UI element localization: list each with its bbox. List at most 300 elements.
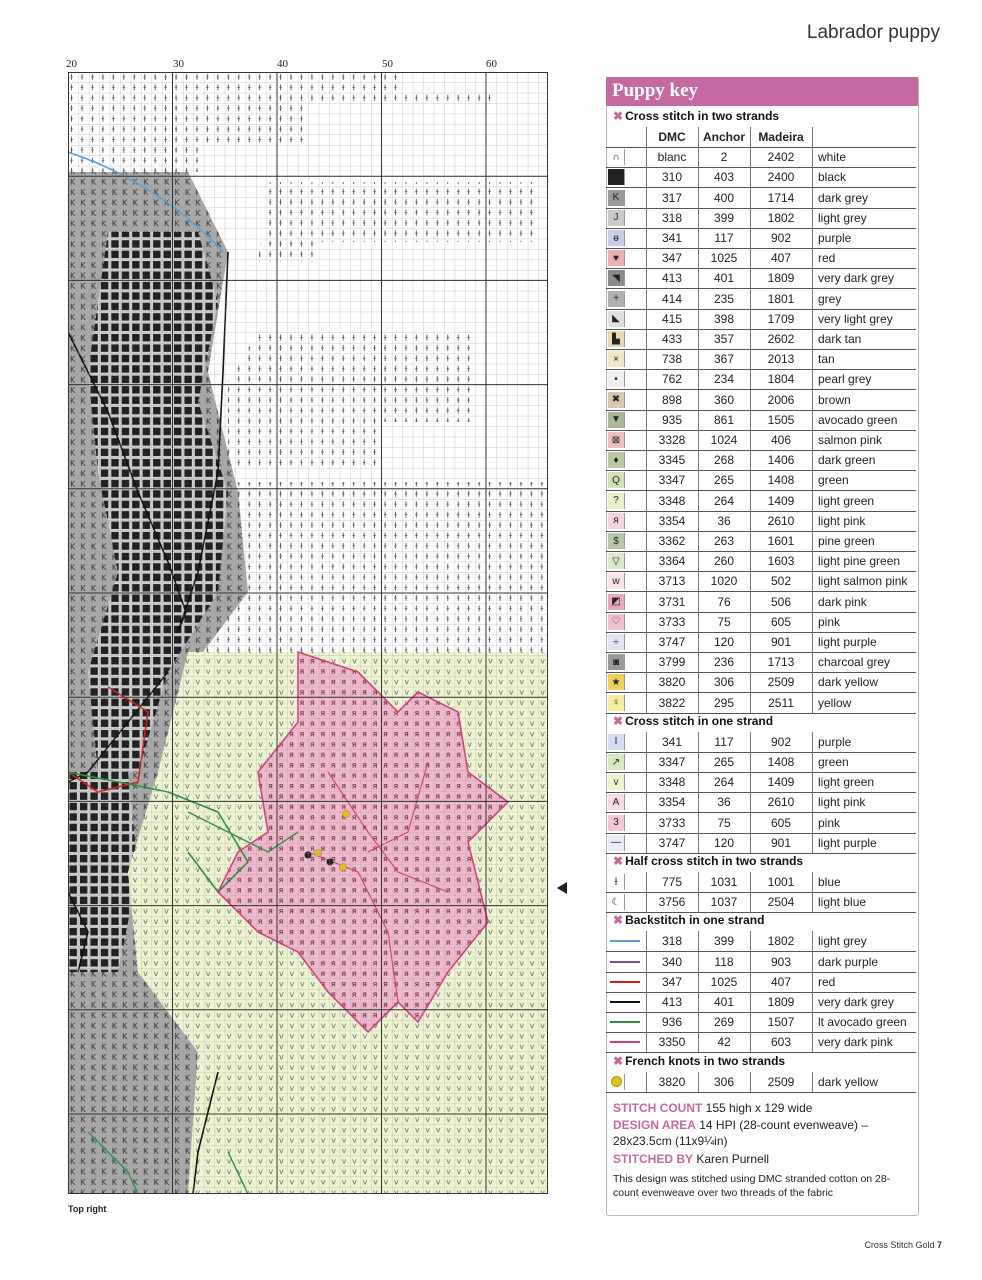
key-madeira: 1801	[767, 291, 795, 306]
key-row	[606, 147, 916, 168]
key-madeira: 2400	[767, 170, 795, 185]
key-section-label: Cross stitch in two strands	[625, 109, 780, 123]
key-colour-name: charcoal grey	[818, 655, 891, 670]
key-colour-name: light pink	[818, 513, 866, 528]
key-dmc: 3354	[658, 513, 686, 528]
key-dmc: 340	[661, 954, 683, 969]
key-madeira: 1001	[767, 875, 795, 889]
key-row	[606, 531, 916, 552]
cross-icon: ✖	[613, 109, 624, 123]
key-anchor: 399	[713, 934, 735, 949]
stitch-symbol-icon: ■	[608, 169, 625, 185]
key-anchor: 1031	[710, 875, 738, 889]
footer-page-number: 7	[936, 1240, 942, 1250]
stitched-by-value: Karen Purnell	[696, 1152, 770, 1166]
key-anchor: 269	[713, 1015, 735, 1030]
key-madeira: 2402	[767, 150, 795, 165]
footer-publication: Cross Stitch Gold	[864, 1240, 935, 1250]
key-colour-name: light green	[818, 493, 875, 508]
key-row	[606, 792, 916, 813]
key-dmc: 3348	[658, 493, 686, 508]
key-anchor: 1025	[710, 974, 738, 989]
axis-label: 40	[277, 58, 288, 70]
key-anchor: 42	[717, 1035, 731, 1050]
key-row	[606, 491, 916, 512]
key-colour-name: dark tan	[818, 332, 862, 346]
stitch-symbol-icon: ∩	[608, 149, 625, 165]
key-row	[606, 833, 916, 854]
key-section-title	[613, 1054, 785, 1068]
key-anchor: 117	[714, 231, 734, 245]
stitch-symbol-icon: ♦	[608, 452, 625, 468]
stitch-count	[613, 1101, 812, 1115]
key-anchor: 236	[713, 655, 735, 670]
axis-label: 60	[486, 58, 497, 70]
key-dmc: 3747	[658, 835, 686, 850]
design-area-value: 14 HPI (28-count evenweave) –	[699, 1118, 869, 1132]
key-anchor: 260	[713, 554, 735, 569]
key-anchor: 75	[717, 815, 731, 830]
stitch-symbol-icon: w	[608, 573, 625, 589]
key-anchor: 401	[713, 271, 735, 286]
stitch-symbol-icon: J	[608, 210, 625, 226]
stitch-symbol-icon: ×	[608, 351, 625, 367]
key-dmc: 3362	[658, 534, 686, 548]
key-madeira: 1802	[767, 934, 795, 949]
key-anchor: 264	[713, 775, 735, 790]
key-row	[606, 450, 916, 471]
key-column-header: Madeira	[758, 130, 804, 144]
key-colour-name: blue	[818, 875, 841, 889]
key-anchor: 399	[713, 210, 735, 225]
stitch-symbol-icon: ♥	[608, 250, 625, 266]
key-dmc: 310	[661, 170, 683, 185]
stitch-symbol-icon: ▽	[608, 553, 625, 569]
stitch-symbol-icon: ★	[608, 674, 625, 690]
key-row	[606, 470, 916, 491]
key-dmc: blanc	[657, 150, 687, 165]
stitch-symbol-icon: ɵ	[608, 230, 625, 246]
key-row	[606, 752, 916, 773]
key-madeira: 1601	[767, 534, 795, 548]
key-section-label: Half cross stitch in two strands	[625, 854, 804, 868]
key-row	[606, 268, 916, 289]
key-colour-name: brown	[818, 392, 851, 407]
key-colour-name: dark green	[818, 453, 876, 468]
key-dmc: 341	[661, 231, 683, 245]
key-row	[606, 228, 916, 249]
key-column-headers	[606, 127, 916, 148]
key-dmc: 3820	[658, 675, 686, 690]
key-dmc: 936	[661, 1015, 683, 1030]
key-dmc: 3799	[658, 655, 686, 670]
key-colour-name: very dark grey	[818, 271, 895, 286]
key-row	[606, 390, 916, 411]
key-row	[606, 672, 916, 693]
key-colour-name: green	[818, 755, 849, 769]
stitched-by	[613, 1152, 769, 1166]
key-dmc: 414	[661, 291, 683, 306]
key-colour-name: salmon pink	[818, 433, 883, 447]
key-madeira: 2509	[767, 675, 795, 690]
key-madeira: 1408	[767, 755, 795, 769]
design-area	[613, 1118, 868, 1132]
key-dmc: 935	[661, 412, 683, 427]
stitch-symbol-icon: Q	[608, 472, 625, 488]
key-colour-name: yellow	[818, 695, 852, 710]
key-anchor: 265	[713, 473, 735, 488]
key-anchor: 400	[713, 190, 735, 205]
stitch-symbol-icon: $	[608, 533, 625, 549]
key-row	[606, 612, 916, 633]
key-colour-name: red	[818, 251, 836, 266]
key-anchor: 263	[713, 534, 735, 548]
key-colour-name: dark purple	[818, 954, 879, 969]
key-colour-name: avocado green	[818, 412, 898, 427]
key-colour-name: light green	[818, 775, 875, 790]
key-row	[606, 992, 916, 1013]
key-dmc: 3733	[658, 614, 686, 629]
key-dmc: 3350	[658, 1035, 686, 1050]
key-dmc: 413	[661, 995, 683, 1009]
key-madeira: 407	[770, 251, 792, 266]
stitch-symbol-icon: ◣	[608, 311, 625, 327]
key-madeira: 1809	[767, 271, 795, 286]
key-anchor: 234	[713, 372, 735, 387]
center-arrow-marker	[557, 882, 567, 894]
key-anchor: 117	[714, 734, 734, 749]
key-madeira: 1603	[767, 554, 795, 569]
key-row	[606, 892, 916, 913]
key-row	[606, 289, 916, 310]
key-colour-name: very dark grey	[818, 995, 895, 1009]
design-area-label: DESIGN AREA	[613, 1118, 696, 1132]
key-madeira: 502	[770, 574, 792, 589]
key-anchor: 1024	[710, 433, 738, 447]
key-colour-name: light grey	[818, 210, 867, 225]
key-colour-name: dark grey	[818, 190, 869, 205]
key-row	[606, 632, 916, 653]
key-anchor: 235	[713, 291, 735, 306]
key-anchor: 398	[713, 311, 735, 326]
cross-icon: ✖	[613, 854, 624, 868]
key-dmc: 3364	[658, 554, 686, 569]
key-dmc: 3820	[658, 1074, 686, 1089]
key-dmc: 3328	[658, 433, 686, 447]
key-anchor: 403	[713, 170, 735, 185]
key-dmc: 317	[661, 190, 683, 205]
key-row	[606, 813, 916, 834]
key-anchor: 36	[717, 513, 731, 528]
key-madeira: 2602	[767, 332, 795, 346]
stitch-symbol-icon: ◙	[608, 654, 625, 670]
key-colour-name: dark pink	[818, 594, 867, 609]
page-title: Labrador puppy	[806, 22, 940, 43]
key-anchor: 295	[713, 695, 735, 710]
key-row	[606, 248, 916, 269]
backstitch-line-icon	[610, 940, 640, 942]
key-section-title	[613, 854, 803, 868]
key-colour-name: tan	[818, 352, 835, 367]
key-colour-name: light purple	[818, 635, 877, 649]
key-colour-name: pink	[818, 815, 841, 830]
key-colour-name: dark yellow	[818, 1074, 879, 1089]
key-madeira: 2006	[767, 392, 795, 407]
key-dmc: 3731	[658, 594, 686, 609]
key-row	[606, 1032, 916, 1053]
key-colour-name: very dark pink	[818, 1035, 893, 1050]
key-anchor: 2	[720, 150, 728, 165]
key-dmc: 318	[661, 210, 683, 225]
stitch-symbol-icon: v	[608, 774, 625, 790]
key-row	[606, 1072, 916, 1093]
axis-label: 20	[66, 58, 77, 70]
key-dmc: 3822	[658, 695, 686, 710]
stitch-symbol-icon: ◩	[608, 594, 625, 610]
key-dmc: 318	[661, 934, 683, 949]
stitch-symbol-icon: ✖	[608, 392, 625, 408]
key-madeira: 1507	[767, 1015, 795, 1030]
stitch-symbol-icon: 3	[608, 815, 625, 831]
cross-stitch-chart	[68, 72, 548, 1194]
key-dmc: 3747	[658, 635, 686, 649]
key-colour-name: red	[818, 974, 836, 989]
key-colour-name: light purple	[818, 835, 877, 850]
key-dmc: 3354	[658, 795, 686, 810]
stitch-symbol-icon: ?	[608, 493, 625, 509]
key-dmc: 762	[661, 372, 683, 387]
key-colour-name: pine green	[818, 534, 875, 548]
key-section-label: Cross stitch in one strand	[625, 713, 774, 728]
key-dmc: 341	[661, 734, 683, 749]
key-row	[606, 309, 916, 330]
key-anchor: 265	[713, 755, 735, 769]
stitch-symbol-icon: I	[608, 734, 625, 750]
key-anchor: 268	[713, 453, 735, 468]
key-anchor: 360	[713, 392, 735, 407]
key-colour-name: purple	[818, 231, 852, 245]
key-row	[606, 571, 916, 592]
key-anchor: 367	[713, 352, 735, 367]
key-madeira: 1809	[767, 995, 795, 1009]
key-row	[606, 1012, 916, 1033]
key-dmc: 433	[661, 332, 683, 346]
key-colour-name: purple	[818, 734, 852, 749]
key-colour-name: light pink	[818, 795, 866, 810]
key-anchor: 264	[713, 493, 735, 508]
key-row	[606, 167, 916, 188]
key-row	[606, 952, 916, 973]
stitch-symbol-icon: A	[608, 794, 625, 810]
key-section-title	[613, 714, 773, 728]
key-madeira: 2504	[767, 895, 795, 910]
footer	[864, 1240, 942, 1250]
backstitch-line-icon	[610, 1001, 640, 1003]
key-anchor: 861	[713, 412, 735, 427]
key-dmc: 415	[661, 311, 683, 326]
key-row	[606, 592, 916, 613]
key-dmc: 347	[661, 974, 683, 989]
key-dmc: 3347	[658, 473, 686, 488]
key-madeira: 1505	[767, 412, 795, 427]
key-section-label: French knots in two strands	[625, 1053, 786, 1068]
key-anchor: 36	[717, 795, 731, 810]
key-dmc: 3733	[658, 815, 686, 830]
key-row	[606, 872, 916, 893]
cross-icon: ✖	[613, 1053, 624, 1068]
axis-label: 30	[173, 58, 184, 70]
key-row	[606, 208, 916, 229]
key-colour-name: light blue	[818, 895, 867, 910]
key-section-label: Backstitch in one strand	[625, 913, 765, 928]
stitch-symbol-icon: ÷	[608, 634, 625, 650]
stitch-symbol-icon: ▙	[608, 331, 625, 347]
key-colour-name: black	[818, 170, 847, 185]
key-madeira: 1713	[767, 655, 795, 670]
stitch-symbol-icon: ◥	[608, 270, 625, 286]
key-section-title	[613, 913, 764, 927]
key-dmc: 3713	[658, 574, 686, 589]
key-madeira: 1709	[767, 311, 795, 326]
key-madeira: 2610	[767, 795, 795, 810]
key-madeira: 2610	[767, 513, 795, 528]
key-row	[606, 732, 916, 753]
stitch-symbol-icon: ☾	[608, 894, 625, 910]
key-row	[606, 551, 916, 572]
key-row	[606, 972, 916, 993]
key-row	[606, 772, 916, 793]
key-anchor: 120	[713, 835, 735, 850]
key-madeira: 2013	[767, 352, 795, 367]
stitch-symbol-icon: ↗	[608, 754, 625, 770]
key-colour-name: grey	[818, 291, 842, 306]
key-madeira: 1714	[767, 190, 795, 205]
key-madeira: 901	[770, 835, 792, 850]
key-colour-name: pearl grey	[818, 372, 872, 387]
cross-icon: ✖	[613, 913, 624, 928]
stitched-by-label: STITCHED BY	[613, 1152, 694, 1166]
key-row	[606, 329, 916, 350]
key-madeira: 1802	[767, 210, 795, 225]
key-madeira: 605	[770, 614, 792, 629]
key-row	[606, 430, 916, 451]
stitch-symbol-icon: ⊠	[608, 432, 625, 448]
key-anchor: 357	[713, 332, 735, 346]
key-anchor: 401	[713, 995, 735, 1009]
key-anchor: 76	[717, 594, 731, 609]
key-column-header: Anchor	[703, 130, 745, 144]
stitch-symbol-icon: ♡	[608, 614, 625, 630]
key-madeira: 2509	[767, 1074, 795, 1089]
cross-icon: ✖	[613, 713, 624, 728]
key-row	[606, 652, 916, 673]
french-knot-icon	[608, 1074, 625, 1090]
key-colour-name: light salmon pink	[818, 574, 908, 589]
key-madeira: 407	[770, 974, 792, 989]
axis-label: 50	[382, 58, 393, 70]
stitch-symbol-icon: K	[608, 190, 625, 206]
key-row	[606, 369, 916, 390]
key-dmc: 347	[661, 251, 683, 266]
key-row	[606, 511, 916, 532]
key-row	[606, 188, 916, 209]
key-anchor: 1020	[710, 574, 738, 589]
backstitch-line-icon	[610, 1041, 640, 1043]
key-dmc: 3348	[658, 775, 686, 790]
key-dmc: 413	[661, 271, 683, 286]
stitch-count-value: 155 high x 129 wide	[705, 1101, 813, 1115]
stitch-symbol-icon: я	[608, 513, 625, 529]
key-madeira: 506	[770, 594, 792, 609]
key-madeira: 1408	[767, 473, 795, 488]
key-madeira: 1406	[767, 453, 795, 468]
key-dmc: 3756	[658, 895, 686, 910]
key-title: Puppy key	[612, 80, 699, 101]
key-dmc: 775	[661, 875, 683, 889]
key-anchor: 75	[717, 614, 731, 629]
stitch-symbol-icon: ɫ	[608, 874, 625, 890]
key-colour-name: light pine green	[818, 554, 901, 569]
key-anchor: 120	[713, 635, 735, 649]
stitch-symbol-icon: ▼	[608, 412, 625, 428]
key-madeira: 1409	[767, 493, 795, 508]
key-madeira: 1409	[767, 775, 795, 790]
key-madeira: 902	[770, 231, 792, 245]
backstitch-line-icon	[610, 961, 640, 963]
stitch-symbol-icon: ♀	[608, 695, 625, 711]
key-section-title	[613, 109, 779, 123]
key-madeira: 902	[770, 734, 792, 749]
key-madeira: 406	[770, 433, 792, 447]
chart-caption: Top right	[68, 1204, 107, 1214]
chart-column-axis	[68, 58, 548, 72]
key-row	[606, 410, 916, 431]
key-colour-name: lt avocado green	[818, 1015, 907, 1030]
backstitch-line-icon	[610, 981, 640, 983]
key-row	[606, 693, 916, 714]
key-colour-name: light grey	[818, 934, 867, 949]
key-dmc: 3347	[658, 755, 686, 769]
key-anchor: 1037	[710, 895, 738, 910]
key-madeira: 605	[770, 815, 792, 830]
french-knot-dot	[611, 1076, 622, 1087]
key-anchor: 118	[714, 954, 734, 969]
key-anchor: 306	[713, 675, 735, 690]
key-column-header: DMC	[658, 130, 686, 144]
key-colour-name: dark yellow	[818, 675, 879, 690]
stitch-symbol-icon: —	[608, 835, 625, 851]
key-row	[606, 349, 916, 370]
key-dmc: 3345	[658, 453, 686, 468]
key-colour-name: very light grey	[818, 311, 893, 326]
stitching-note: This design was stitched using DMC stranded cotton on 28-count evenweave over two threads of the fabric	[613, 1173, 891, 1199]
key-colour-name: white	[818, 150, 847, 165]
key-madeira: 2511	[768, 695, 794, 710]
backstitch-line-icon	[610, 1021, 640, 1023]
stitch-symbol-icon: +	[608, 291, 625, 307]
key-anchor: 306	[713, 1074, 735, 1089]
design-area-size: 28x23.5cm (11x9¼in)	[613, 1134, 728, 1148]
stitch-count-label: STITCH COUNT	[613, 1101, 703, 1115]
key-madeira: 603	[770, 1035, 792, 1050]
key-colour-name: green	[818, 473, 849, 488]
key-madeira: 901	[770, 635, 792, 649]
key-dmc: 898	[661, 392, 683, 407]
key-row	[606, 931, 916, 952]
key-anchor: 1025	[710, 251, 738, 266]
key-madeira: 903	[770, 954, 792, 969]
key-colour-name: pink	[818, 614, 841, 629]
